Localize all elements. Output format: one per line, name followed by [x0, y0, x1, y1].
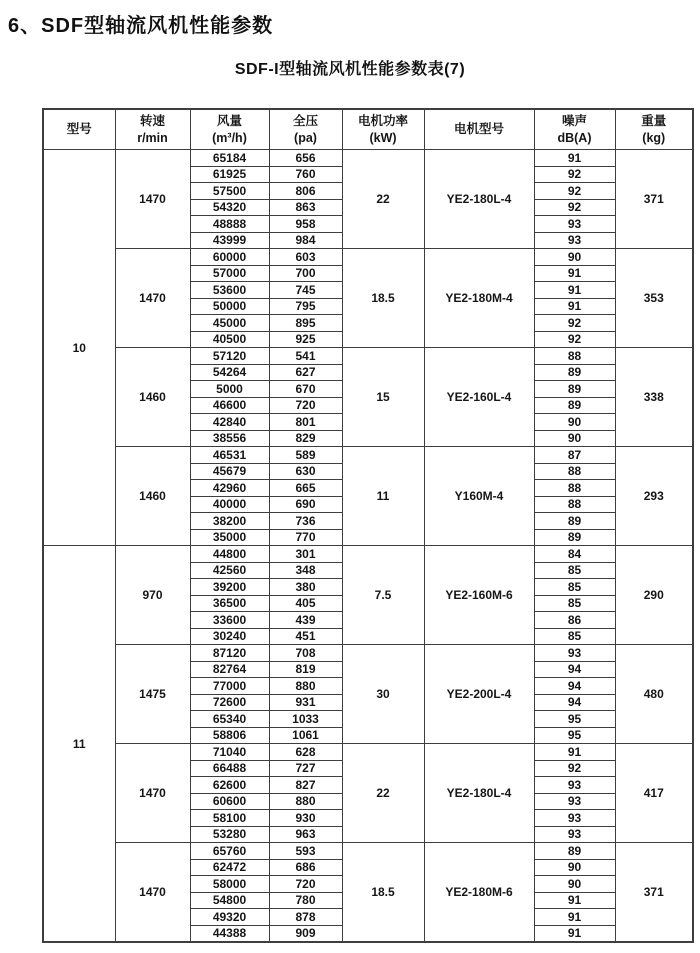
table-row	[43, 348, 693, 365]
noise-cell: 92	[534, 183, 615, 200]
motor-cell: YE2-180L-4	[424, 150, 534, 249]
pressure-cell: 589	[269, 447, 342, 464]
noise-cell: 91	[534, 892, 615, 909]
airflow-cell: 57000	[190, 265, 269, 282]
airflow-cell: 54800	[190, 892, 269, 909]
pressure-cell: 301	[269, 546, 342, 563]
noise-cell: 84	[534, 546, 615, 563]
airflow-cell: 42840	[190, 414, 269, 431]
airflow-cell: 77000	[190, 678, 269, 695]
airflow-cell: 65760	[190, 843, 269, 860]
airflow-cell: 49320	[190, 909, 269, 926]
pressure-cell: 736	[269, 513, 342, 530]
noise-cell: 93	[534, 793, 615, 810]
airflow-cell: 44388	[190, 925, 269, 942]
pressure-cell: 895	[269, 315, 342, 332]
noise-cell: 91	[534, 909, 615, 926]
pressure-cell: 630	[269, 463, 342, 480]
weight-cell: 290	[615, 546, 693, 645]
noise-cell: 92	[534, 760, 615, 777]
pressure-cell: 880	[269, 678, 342, 695]
airflow-cell: 44800	[190, 546, 269, 563]
airflow-cell: 58100	[190, 810, 269, 827]
col-header-speed-unit: r/min	[137, 130, 168, 145]
speed-cell: 1460	[115, 348, 190, 447]
power-cell: 15	[342, 348, 424, 447]
motor-cell: YE2-180L-4	[424, 744, 534, 843]
power-cell: 22	[342, 150, 424, 249]
pressure-cell: 593	[269, 843, 342, 860]
noise-cell: 88	[534, 496, 615, 513]
airflow-cell: 43999	[190, 232, 269, 249]
speed-cell: 1475	[115, 645, 190, 744]
noise-cell: 92	[534, 166, 615, 183]
weight-cell: 371	[615, 843, 693, 943]
pressure-cell: 690	[269, 496, 342, 513]
pressure-cell: 958	[269, 216, 342, 233]
airflow-cell: 60000	[190, 249, 269, 266]
airflow-cell: 57500	[190, 183, 269, 200]
noise-cell: 91	[534, 265, 615, 282]
pressure-cell: 878	[269, 909, 342, 926]
airflow-cell: 58000	[190, 876, 269, 893]
noise-cell: 94	[534, 661, 615, 678]
col-header-power-label: 电机功率	[357, 114, 408, 129]
noise-cell: 95	[534, 711, 615, 728]
airflow-cell: 62472	[190, 859, 269, 876]
power-cell: 18.5	[342, 843, 424, 943]
table-row	[43, 249, 693, 266]
table-body	[43, 150, 693, 943]
col-header-weight	[615, 109, 693, 150]
noise-cell: 90	[534, 414, 615, 431]
airflow-cell: 35000	[190, 529, 269, 546]
motor-cell: YE2-160L-4	[424, 348, 534, 447]
airflow-cell: 65340	[190, 711, 269, 728]
noise-cell: 85	[534, 595, 615, 612]
header-row	[43, 109, 693, 150]
weight-cell: 417	[615, 744, 693, 843]
pressure-cell: 627	[269, 364, 342, 381]
noise-cell: 94	[534, 694, 615, 711]
col-header-speed-label: 转速	[139, 114, 165, 129]
table-title: SDF-I型轴流风机性能参数表(7)	[234, 61, 466, 78]
speed-cell: 1460	[115, 447, 190, 546]
noise-cell: 87	[534, 447, 615, 464]
model-cell: 11	[43, 546, 115, 943]
noise-cell: 91	[534, 282, 615, 299]
pressure-cell: 780	[269, 892, 342, 909]
airflow-cell: 61925	[190, 166, 269, 183]
pressure-cell: 931	[269, 694, 342, 711]
pressure-cell: 909	[269, 925, 342, 942]
noise-cell: 88	[534, 463, 615, 480]
noise-cell: 93	[534, 777, 615, 794]
pressure-cell: 827	[269, 777, 342, 794]
speed-cell: 1470	[115, 249, 190, 348]
noise-cell: 90	[534, 430, 615, 447]
noise-cell: 85	[534, 579, 615, 596]
airflow-cell: 46531	[190, 447, 269, 464]
airflow-cell: 65184	[190, 150, 269, 167]
airflow-cell: 71040	[190, 744, 269, 761]
page-title: 6、SDF型轴流风机性能参数	[8, 15, 274, 37]
speed-cell: 1470	[115, 744, 190, 843]
noise-cell: 95	[534, 727, 615, 744]
pressure-cell: 686	[269, 859, 342, 876]
pressure-cell: 665	[269, 480, 342, 497]
pressure-cell: 628	[269, 744, 342, 761]
airflow-cell: 53280	[190, 826, 269, 843]
table-row	[43, 546, 693, 563]
noise-cell: 86	[534, 612, 615, 629]
pressure-cell: 863	[269, 199, 342, 216]
airflow-cell: 5000	[190, 381, 269, 398]
motor-cell: YE2-200L-4	[424, 645, 534, 744]
col-header-weight-unit: (kg)	[642, 130, 666, 145]
airflow-cell: 38200	[190, 513, 269, 530]
pressure-cell: 795	[269, 298, 342, 315]
airflow-cell: 42560	[190, 562, 269, 579]
noise-cell: 92	[534, 315, 615, 332]
airflow-cell: 38556	[190, 430, 269, 447]
airflow-cell: 54320	[190, 199, 269, 216]
airflow-cell: 36500	[190, 595, 269, 612]
power-cell: 22	[342, 744, 424, 843]
col-header-pressure-label: 全压	[292, 114, 318, 129]
pressure-cell: 1061	[269, 727, 342, 744]
col-header-motor-label: 电机型号	[453, 122, 504, 137]
noise-cell: 89	[534, 529, 615, 546]
airflow-cell: 58806	[190, 727, 269, 744]
noise-cell: 92	[534, 331, 615, 348]
pressure-cell: 603	[269, 249, 342, 266]
speed-cell: 1470	[115, 843, 190, 943]
pressure-cell: 963	[269, 826, 342, 843]
pressure-cell: 806	[269, 183, 342, 200]
noise-cell: 91	[534, 925, 615, 942]
pressure-cell: 1033	[269, 711, 342, 728]
pressure-cell: 880	[269, 793, 342, 810]
pressure-cell: 670	[269, 381, 342, 398]
noise-cell: 93	[534, 645, 615, 662]
weight-cell: 480	[615, 645, 693, 744]
noise-cell: 93	[534, 826, 615, 843]
airflow-cell: 62600	[190, 777, 269, 794]
noise-cell: 89	[534, 513, 615, 530]
table-row	[43, 744, 693, 761]
airflow-cell: 72600	[190, 694, 269, 711]
pressure-cell: 541	[269, 348, 342, 365]
noise-cell: 89	[534, 364, 615, 381]
col-header-airflow-label: 风量	[216, 114, 242, 129]
airflow-cell: 57120	[190, 348, 269, 365]
airflow-cell: 82764	[190, 661, 269, 678]
pressure-cell: 819	[269, 661, 342, 678]
pressure-cell: 984	[269, 232, 342, 249]
col-header-power	[342, 109, 424, 150]
col-header-weight-label: 重量	[641, 114, 667, 129]
noise-cell: 93	[534, 810, 615, 827]
col-header-pressure	[269, 109, 342, 150]
noise-cell: 94	[534, 678, 615, 695]
pressure-cell: 930	[269, 810, 342, 827]
col-header-speed	[115, 109, 190, 150]
weight-cell: 371	[615, 150, 693, 249]
motor-cell: YE2-160M-6	[424, 546, 534, 645]
noise-cell: 91	[534, 298, 615, 315]
motor-cell: YE2-180M-6	[424, 843, 534, 943]
noise-cell: 93	[534, 232, 615, 249]
pressure-cell: 829	[269, 430, 342, 447]
noise-cell: 89	[534, 381, 615, 398]
pressure-cell: 727	[269, 760, 342, 777]
noise-cell: 91	[534, 744, 615, 761]
table-row	[43, 447, 693, 464]
table-row	[43, 150, 693, 167]
weight-cell: 353	[615, 249, 693, 348]
col-header-noise	[534, 109, 615, 150]
airflow-cell: 45679	[190, 463, 269, 480]
airflow-cell: 54264	[190, 364, 269, 381]
col-header-noise-label: 噪声	[561, 114, 587, 129]
noise-cell: 93	[534, 216, 615, 233]
table-row	[43, 843, 693, 860]
model-cell: 10	[43, 150, 115, 546]
pressure-cell: 348	[269, 562, 342, 579]
noise-cell: 89	[534, 397, 615, 414]
pressure-cell: 708	[269, 645, 342, 662]
airflow-cell: 33600	[190, 612, 269, 629]
pressure-cell: 770	[269, 529, 342, 546]
pressure-cell: 656	[269, 150, 342, 167]
weight-cell: 293	[615, 447, 693, 546]
power-cell: 18.5	[342, 249, 424, 348]
col-header-model-label: 型号	[66, 122, 92, 137]
pressure-cell: 380	[269, 579, 342, 596]
noise-cell: 90	[534, 249, 615, 266]
noise-cell: 92	[534, 199, 615, 216]
airflow-cell: 53600	[190, 282, 269, 299]
airflow-cell: 66488	[190, 760, 269, 777]
col-header-airflow	[190, 109, 269, 150]
pressure-cell: 745	[269, 282, 342, 299]
col-header-model	[43, 109, 115, 150]
performance-table	[42, 108, 694, 943]
noise-cell: 85	[534, 562, 615, 579]
col-header-power-unit: (kW)	[369, 130, 397, 145]
power-cell: 7.5	[342, 546, 424, 645]
speed-cell: 1470	[115, 150, 190, 249]
pressure-cell: 720	[269, 876, 342, 893]
table-row	[43, 645, 693, 662]
airflow-cell: 46600	[190, 397, 269, 414]
pressure-cell: 801	[269, 414, 342, 431]
pressure-cell: 451	[269, 628, 342, 645]
motor-cell: Y160M-4	[424, 447, 534, 546]
pressure-cell: 405	[269, 595, 342, 612]
power-cell: 30	[342, 645, 424, 744]
airflow-cell: 87120	[190, 645, 269, 662]
noise-cell: 90	[534, 876, 615, 893]
pressure-cell: 760	[269, 166, 342, 183]
noise-cell: 89	[534, 843, 615, 860]
airflow-cell: 45000	[190, 315, 269, 332]
airflow-cell: 42960	[190, 480, 269, 497]
col-header-pressure-unit: (pa)	[294, 130, 317, 145]
pressure-cell: 720	[269, 397, 342, 414]
col-header-airflow-unit: (m³/h)	[212, 130, 247, 145]
airflow-cell: 60600	[190, 793, 269, 810]
motor-cell: YE2-180M-4	[424, 249, 534, 348]
pressure-cell: 439	[269, 612, 342, 629]
speed-cell: 970	[115, 546, 190, 645]
airflow-cell: 39200	[190, 579, 269, 596]
pressure-cell: 925	[269, 331, 342, 348]
weight-cell: 338	[615, 348, 693, 447]
airflow-cell: 40000	[190, 496, 269, 513]
table-header	[43, 109, 693, 150]
power-cell: 11	[342, 447, 424, 546]
airflow-cell: 48888	[190, 216, 269, 233]
airflow-cell: 30240	[190, 628, 269, 645]
airflow-cell: 50000	[190, 298, 269, 315]
noise-cell: 91	[534, 150, 615, 167]
airflow-cell: 40500	[190, 331, 269, 348]
noise-cell: 88	[534, 348, 615, 365]
pressure-cell: 700	[269, 265, 342, 282]
col-header-noise-unit: dB(A)	[557, 130, 592, 145]
noise-cell: 85	[534, 628, 615, 645]
noise-cell: 88	[534, 480, 615, 497]
col-header-motor	[424, 109, 534, 150]
noise-cell: 90	[534, 859, 615, 876]
